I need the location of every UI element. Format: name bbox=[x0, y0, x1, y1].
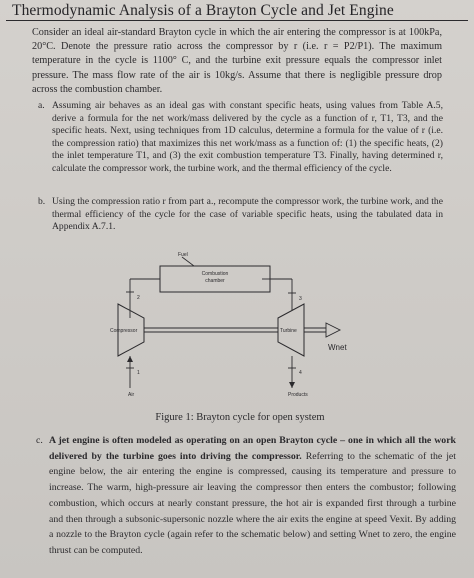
air-label: Air bbox=[128, 392, 135, 398]
fuel-line bbox=[182, 257, 194, 266]
part-c bbox=[36, 433, 456, 559]
problem-intro: Consider an ideal air-standard Brayton cycle in which the air entering the compressor is at 100kPa, 20°C. Denote the pressure ratio across the compressor by r (i.e. r = P2/P1). The maximum temperature in the cycle is 1100° C, and the turbine exit pressure equals the compressor inlet pressure. The mass flow rate of the air is 10kg/s. Assume that there is negligible pressure drop across the combustion chamber. bbox=[32, 27, 442, 95]
title-underline bbox=[6, 20, 468, 21]
air-inlet-arrow-icon bbox=[127, 356, 133, 362]
part-c-marker: c. bbox=[36, 435, 43, 446]
state-3-label: 3 bbox=[299, 296, 302, 302]
combustion-label-line1: Combustion bbox=[201, 271, 229, 277]
wnet-arrow-icon bbox=[326, 323, 340, 337]
fuel-label: Fuel bbox=[178, 252, 188, 258]
figure-caption: Figure 1: Brayton cycle for open system bbox=[155, 412, 325, 423]
part-c-rest-text: Referring to the schematic of the jet engine below, the air entering the engine is compressed, causing its temperature and pressure to increase. The warm, high-pressure air leaving the compressor then enters the combustor; following combustion, which occurs at nearly constant pressure, the hot air is expanded first through a turbine and then through a subsonic-supersonic nozzle where the air exits the engine at speed Vexit. By adding a nozzle to the Brayton cycle (again refer to the schematic below) and setting Wnet to zero, the engine thrust can be computed. bbox=[49, 450, 456, 556]
wnet-label: Wnet bbox=[328, 343, 347, 352]
state-4-label: 4 bbox=[299, 370, 302, 376]
part-b-text: Using the compression ratio r from part a., recompute the compressor work, the turbine work, and the thermal efficiency of the cycle for the case of variable specific heats, using the tabulated data in Appendix A.7.1. bbox=[52, 196, 443, 233]
brayton-cycle-figure bbox=[90, 248, 380, 398]
brayton-schematic bbox=[90, 248, 380, 398]
part-c-bold-text: A jet engine is often modeled as operating on an open Brayton cycle – one in which all the work delivered by the turbine goes into driving the compressor. bbox=[49, 435, 456, 462]
compressor-label: Compressor bbox=[110, 328, 138, 334]
part-a bbox=[38, 100, 443, 176]
part-a-marker: a. bbox=[38, 100, 45, 111]
part-b-marker: b. bbox=[38, 196, 46, 207]
part-a-text: Assuming air behaves as an ideal gas with constant specific heats, using values from Table A.5, derive a formula for the net work/mass delivered by the cycle as a function of r, T1, T3, and the specific heats. Next, using techniques from 1D calculus, determine a formula for the value of r (i.e. the compression ratio) that maximizes this net work/mass as a function of: (1) the specific heats, (2) the inlet temperature T1, and (3) the exit combustion temperature T3. Finally, having determined r, calculate the compressor work, the turbine work, and the thermal efficiency of the cycle. bbox=[52, 100, 443, 174]
products-label: Products bbox=[288, 392, 308, 398]
state-1-label: 1 bbox=[137, 370, 140, 376]
document-title: Thermodynamic Analysis of a Brayton Cycle and Jet Engine bbox=[12, 2, 394, 19]
state-2-label: 2 bbox=[137, 295, 140, 301]
products-outlet-arrow-icon bbox=[289, 382, 295, 388]
part-c-text bbox=[49, 433, 456, 559]
part-b bbox=[38, 196, 443, 234]
combustion-label-line2: chamber bbox=[205, 278, 225, 284]
turbine-label: Turbine bbox=[280, 328, 297, 334]
